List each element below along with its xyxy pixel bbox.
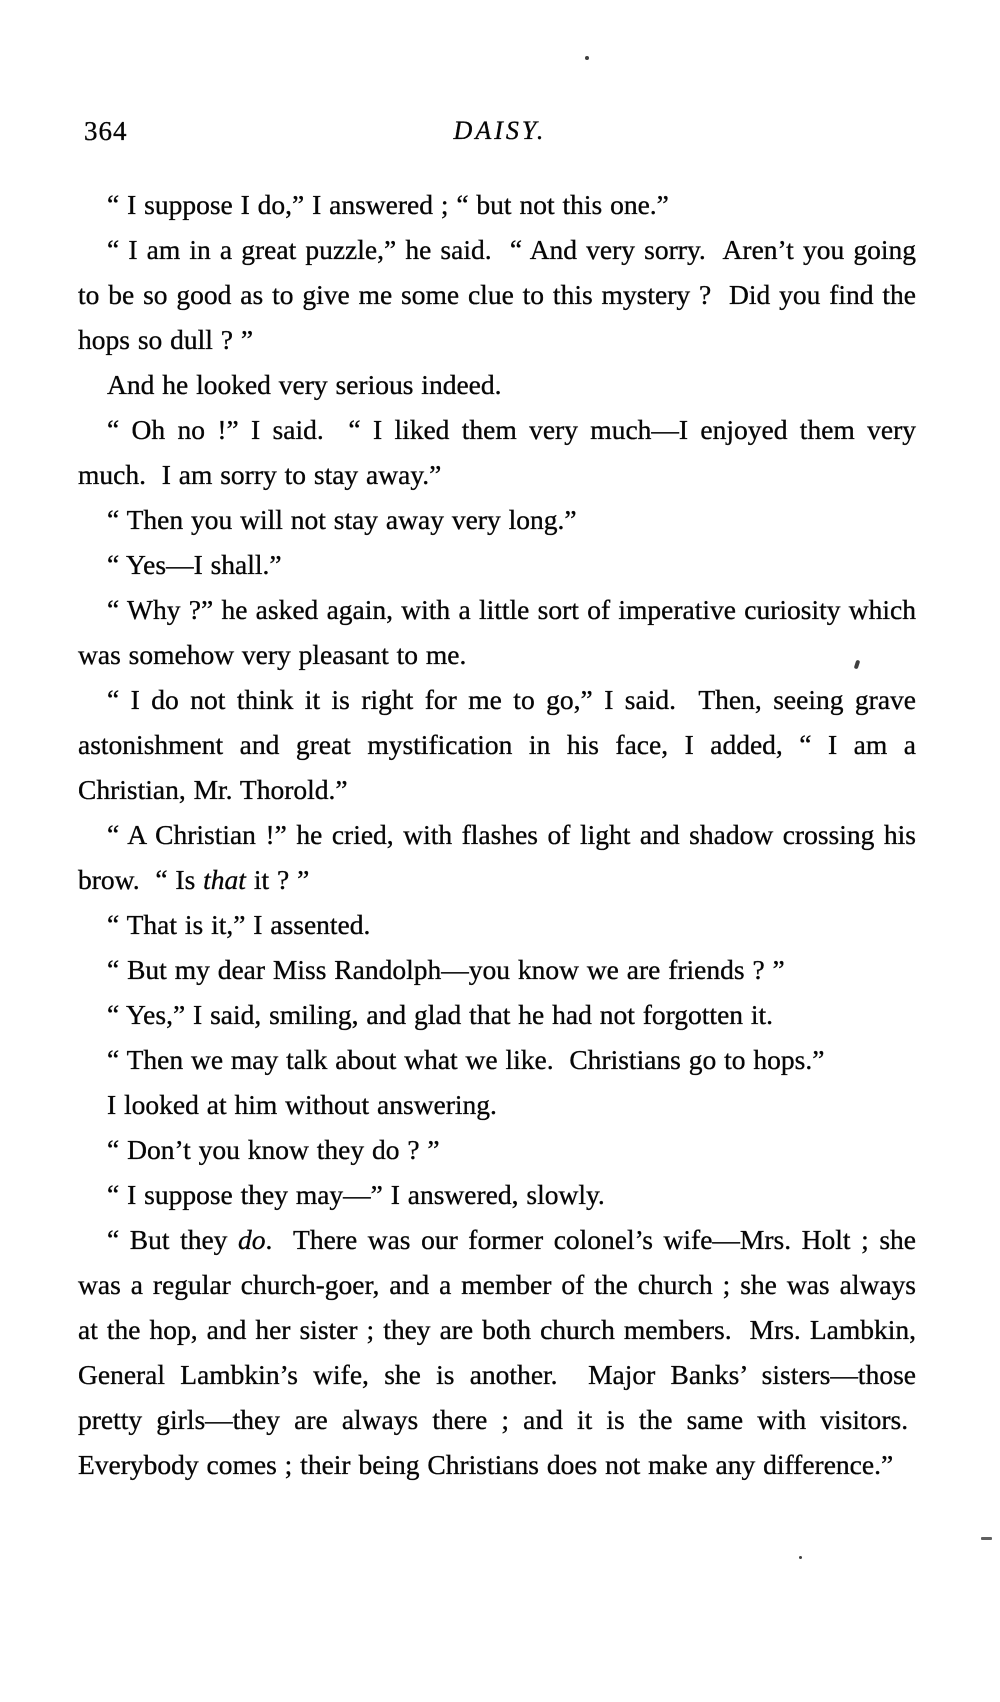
text-run: “ Then you will not stay away very long.” [107,504,577,535]
text-run: And he looked very serious indeed. [107,369,502,400]
text-run: “ Oh no !” I said. “ I liked them very much—I enjoyed them very much. I am sorry to stay away.” [78,414,916,490]
page-body [78,182,916,1487]
paragraph [78,947,916,992]
paragraph [78,587,916,677]
text-run: it ? ” [245,864,310,895]
paragraph [78,362,916,407]
text-run: “ Why ?” he asked again, with a little sort of imperative curiosity which was somehow very pleasant to me. [78,594,916,670]
text-run: “ But my dear Miss Randolph—you know we are friends ? ” [107,954,785,985]
page-number: 364 [84,116,128,146]
scan-speck [799,1556,802,1559]
running-title: DAISY. [453,116,547,145]
paragraph [78,407,916,497]
page-header [0,116,1000,150]
text-run: “ I suppose they may—” I answered, slowly. [107,1179,605,1210]
text-run: . There was our former colonel’s wife—Mrs. Holt ; she was a regular church-goer, and a member of the church ; she was always at the hop, and her sister ; they are both church members. Mrs. Lambkin, General Lambkin’s wife, she is another. Major Banks’ sisters—those pretty girls—they are always there ; and it is the same with visitors. Everybody comes ; their being Christians does not make any difference.” [78,1224,916,1480]
text-run: “ But they [107,1224,239,1255]
text-run: “ Yes,” I said, smiling, and glad that he had not forgotten it. [107,999,774,1030]
paragraph [78,1217,916,1487]
text-run: “ Then we may talk about what we like. Christians go to hops.” [107,1044,825,1075]
text-run: “ Yes—I shall.” [107,549,282,580]
text-run: “ Don’t you know they do ? ” [107,1134,440,1165]
scan-speck [585,56,589,60]
text-run: I looked at him without answering. [107,1089,497,1120]
paragraph [78,677,916,812]
paragraph [78,182,916,227]
text-run: “ That is it,” I assented. [107,909,371,940]
paragraph [78,1172,916,1217]
paragraph [78,227,916,362]
italic-text-run: do [238,1224,266,1255]
paragraph [78,812,916,902]
paragraph [78,1037,916,1082]
text-run: “ I am in a great puzzle,” he said. “ And very sorry. Aren’t you going to be so good as to give me some clue to this mystery ? Did you find the hops so dull ? ” [78,234,916,355]
text-run: “ A Christian !” he cried, with flashes of light and shadow crossing his brow. “ Is [78,819,916,895]
scan-speck [981,1537,992,1540]
paragraph [78,992,916,1037]
italic-text-run: that [203,864,246,895]
paragraph [78,497,916,542]
paragraph [78,1127,916,1172]
text-run: “ I do not think it is right for me to go,” I said. Then, seeing grave astonishment and great mystification in his face, I added, “ I am a Christian, Mr. Thorold.” [78,684,916,805]
paragraph [78,902,916,947]
paragraph [78,1082,916,1127]
paragraph [78,542,916,587]
text-run: “ I suppose I do,” I answered ; “ but not this one.” [107,189,669,220]
